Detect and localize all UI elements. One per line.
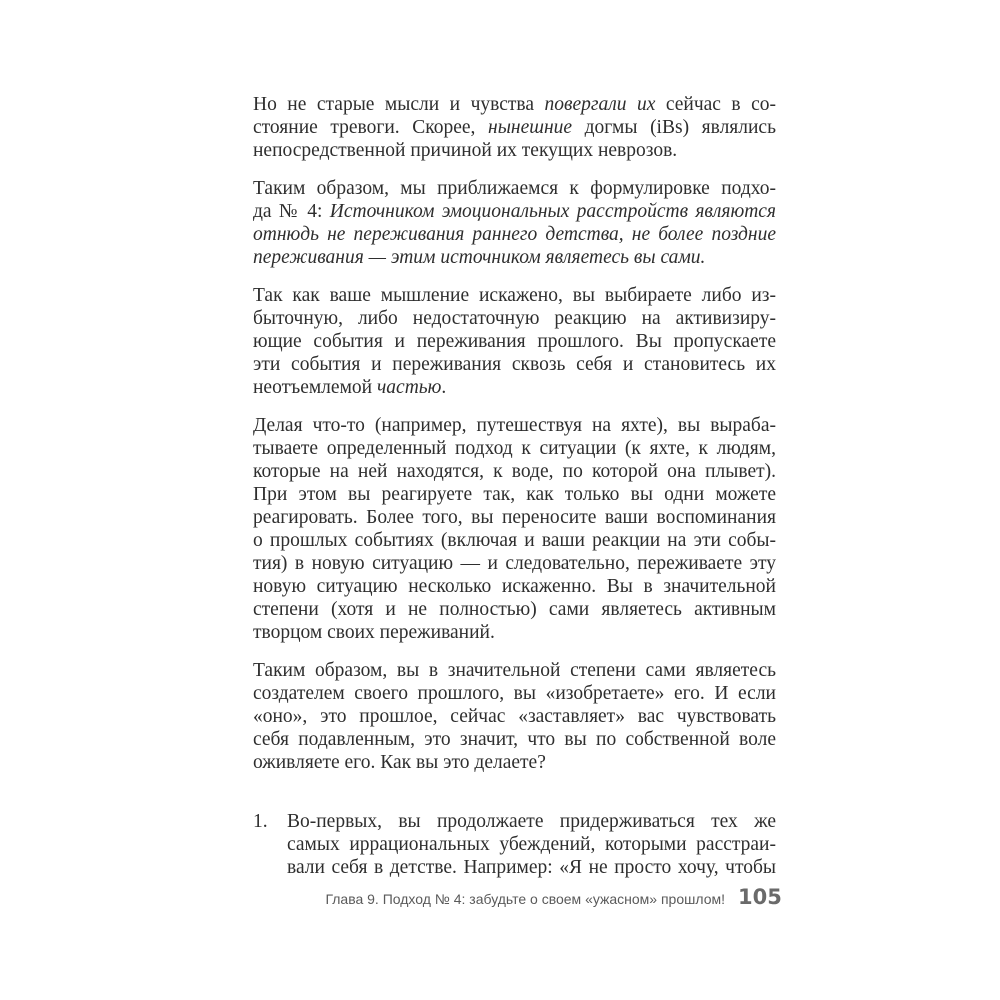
text-line [253,460,776,483]
text-line [253,223,776,246]
text-line [253,177,776,200]
text-line [253,414,776,437]
text-line [253,575,776,598]
text-segment: Таким образом, мы приближаемся к формулировке подхо- [253,178,776,199]
text-line [253,284,776,307]
text-segment: эти события и переживания сквозь себя и становитесь их [253,354,776,375]
text-line [253,728,776,751]
text-segment: ющие события и переживания прошлого. Вы пропускаете [253,331,776,352]
text-segment: самых иррациональных убеждений, которыми расстраи- [287,834,776,855]
text-line [287,833,776,856]
text-line [253,598,776,621]
list-number: 1. [253,811,268,832]
text-line [253,529,776,552]
text-line [253,621,776,644]
text-segment: вали себя в детстве. Например: «Я не просто хочу, чтобы [287,857,776,878]
text-segment: Делая что-то (например, путешествуя на яхте), вы выраба- [253,415,776,436]
running-head: Глава 9. Подход № 4: забудьте о своем «ужасном» прошлом! [325,891,725,907]
text-line [253,506,776,529]
text-line [253,307,776,330]
page-number: 105 [738,885,782,909]
text-line [287,810,776,833]
text-line [253,552,776,575]
text-segment: о прошлых событиях (включая и ваши реакции на эти собы- [253,530,776,551]
text-line [253,437,776,460]
text-segment: быточную, либо недостаточную реакцию на активизиру- [253,308,776,329]
text-line [253,93,776,116]
text-line [253,659,776,682]
text-segment: тия) в новую ситуацию — и следовательно, переживаете эту [253,553,776,574]
text-segment: «оно», это прошлое, сейчас «заставляет» вас чувствовать [253,706,776,727]
text-segment: создателем своего прошлого, вы «изобретаете» его. И если [253,683,776,704]
text-segment: которые на ней находятся, к воде, по которой она плывет). [253,461,776,482]
text-line [287,856,776,879]
text-segment: новую ситуацию несколько искаженно. Вы в значительной [253,576,776,597]
text-line [253,330,776,353]
text-line [253,483,776,506]
text-segment: степени (хотя и не полностью) сами являетесь активным [253,599,776,620]
text-segment: реагировать. Более того, вы переносите ваши воспоминания [253,507,776,528]
emphasized-text: нынешние [488,117,573,138]
emphasized-text: отнюдь не переживания раннего детства, не более поздние [253,224,776,245]
emphasized-text: Источником эмоциональных расстройств являются [329,201,777,222]
text-segment: сейчас в со- [655,94,776,115]
text-segment: себя подавленным, это значит, что вы по собственной воле [253,729,776,750]
text-segment: догмы (iBs) являлись [572,117,776,138]
emphasized-text: частью [376,377,442,398]
emphasized-text: переживания — этим источником являетесь вы сами. [253,247,706,268]
text-segment: Таким образом, вы в значительной степени сами являетесь [253,660,776,681]
text-line [253,682,776,705]
text-segment: оживляете его. Как вы это делаете? [253,752,546,773]
text-segment: Но не старые мысли и чувства [253,94,545,115]
text-segment: да № 4: [253,201,330,222]
text-line [253,376,776,399]
text-line [253,353,776,376]
text-segment: непосредственной причиной их текущих неврозов. [253,140,678,161]
text-segment: стояние тревоги. Скорее, [253,117,489,138]
emphasized-text: повергали их [544,94,656,115]
text-segment: творцом своих переживаний. [253,622,495,643]
text-line [253,139,776,162]
text-line [253,751,776,774]
text-segment: Так как ваше мышление искажено, вы выбираете либо из- [253,285,776,306]
text-segment: тываете определенный подход к ситуации (к яхте, к людям, [253,438,776,459]
text-segment: Во-первых, вы продолжаете придерживаться тех же [287,811,776,832]
text-line [253,200,776,223]
text-segment: . [441,377,447,398]
text-line [253,246,776,269]
text-segment: неотъемлемой [253,377,377,398]
text-line [253,116,776,139]
text-line [253,705,776,728]
text-segment: При этом вы реагируете так, как только вы одни можете [253,484,776,505]
